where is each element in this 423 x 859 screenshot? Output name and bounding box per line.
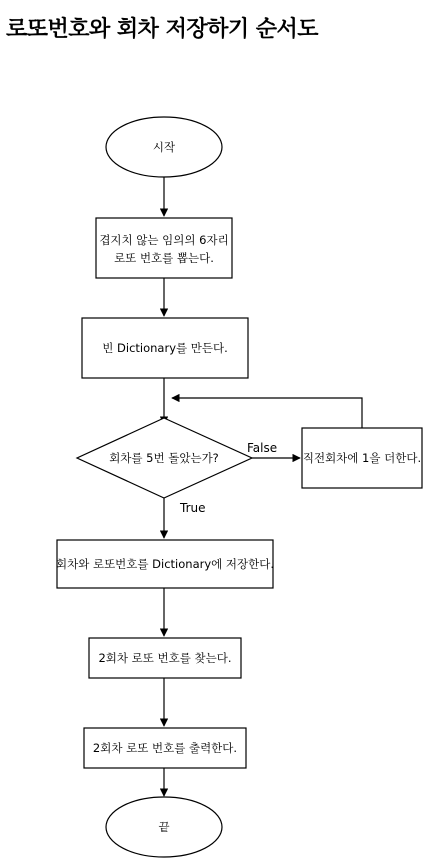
increment-label: 직전회차에 1을 더한다. — [302, 451, 422, 465]
start-label: 시작 — [152, 140, 176, 154]
pick-numbers-line1: 겹지치 않는 임의의 6자리 — [99, 233, 229, 247]
save-node — [56, 540, 274, 588]
true-label: True — [180, 501, 206, 515]
make-dictionary-node — [82, 318, 248, 378]
false-label: False — [247, 441, 278, 455]
page-title: 로또번호와 회차 저장하기 순서도 — [6, 17, 319, 42]
print-label: 2회차 로또 번호를 출력한다. — [92, 741, 238, 755]
find-node — [89, 638, 241, 678]
decision-label: 회차를 5번 돌았는가? — [109, 451, 219, 465]
save-label: 회차와 로또번호를 Dictionary에 저장한다. — [55, 557, 275, 571]
edge-loop-back — [172, 398, 362, 428]
pick-numbers-node — [96, 218, 232, 278]
find-label: 2회차 로또 번호를 찾는다. — [98, 651, 232, 665]
end-node — [106, 797, 222, 857]
start-node — [106, 117, 222, 177]
pick-numbers-line2: 로또 번호를 뽑는다. — [114, 251, 214, 265]
make-dictionary-label: 빈 Dictionary를 만든다. — [102, 341, 228, 355]
increment-node — [302, 428, 422, 488]
decision-node — [77, 418, 252, 498]
print-node — [84, 728, 246, 768]
end-label: 끝 — [158, 820, 170, 834]
